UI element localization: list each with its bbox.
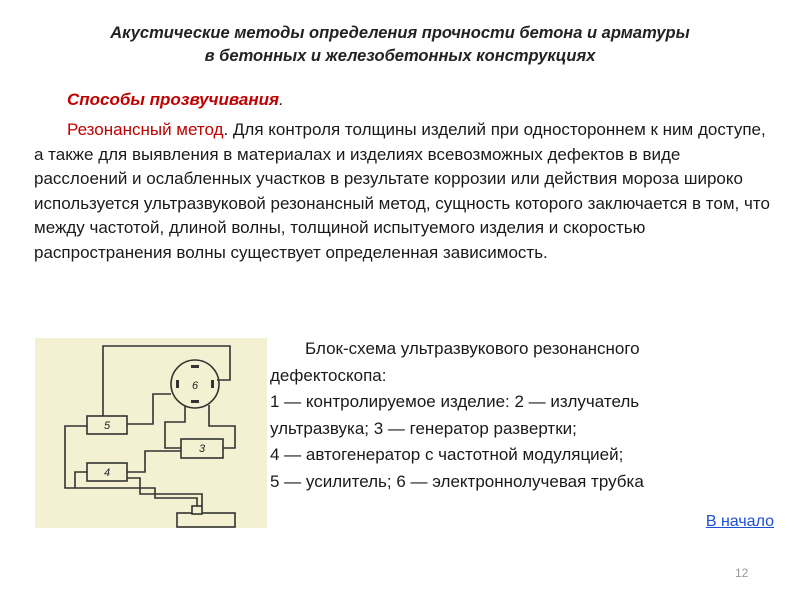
label-block-4: 4 bbox=[104, 467, 111, 479]
caption-line: 1 — контролируемое изделие: 2 — излучатель bbox=[270, 392, 640, 411]
crt-plate-top bbox=[191, 365, 199, 368]
method-name: Резонансный метод bbox=[67, 120, 224, 139]
block-diagram bbox=[35, 338, 267, 528]
wire-4-to-rail bbox=[75, 472, 87, 488]
wire-3-to-4 bbox=[127, 451, 181, 472]
crt-plate-left bbox=[176, 380, 179, 388]
caption-line: дефектоскопа: bbox=[270, 365, 387, 385]
back-to-start-link[interactable]: В начало bbox=[705, 513, 774, 530]
slide-title bbox=[40, 22, 760, 68]
subheading-text: Способы прозвучивания bbox=[67, 90, 280, 109]
wire-5-to-tube bbox=[103, 346, 230, 416]
wire-5-to-tube-right bbox=[127, 394, 171, 424]
label-block-3: 3 bbox=[199, 443, 206, 455]
caption-line: 5 — усилитель; 6 — электроннолучевая трубка bbox=[270, 471, 644, 491]
title-line-1: Акустические методы определения прочности бетона и арматуры bbox=[110, 24, 690, 42]
caption-line: Блок-схема ультразвукового резонансного bbox=[305, 339, 640, 358]
subheading-dot: . bbox=[279, 90, 284, 109]
block-diagram-svg bbox=[35, 338, 267, 528]
block-2-transducer bbox=[192, 506, 202, 514]
diagram-caption bbox=[270, 336, 770, 495]
page-number: 12 bbox=[735, 566, 749, 580]
crt-plate-bottom bbox=[191, 400, 199, 403]
title-line-2: в бетонных и железобетонных конструкциях bbox=[204, 47, 596, 65]
wire-4-to-transducer bbox=[127, 478, 202, 506]
paragraph-text: . Для контроля толщины изделий при одностороннем к ним доступе, а также для выявления в материалах и изделиях всевозможных дефектов в виде расслоений и ослабленных участков в результате коррозии или действия мороза широко используется ультразвуковой резонансный метод, сущность которого заключается в том, что между частотой, длиной волны, толщиной испытуемого изделия и скоростью распространения волны существует определенная зависимость. bbox=[34, 120, 770, 262]
caption-line: 4 — автогенератор с частотной модуляцией; bbox=[270, 445, 624, 464]
label-block-5: 5 bbox=[104, 420, 111, 432]
subheading bbox=[67, 90, 284, 110]
body-paragraph bbox=[34, 118, 774, 266]
crt-plate-right bbox=[211, 380, 214, 388]
label-block-6: 6 bbox=[192, 380, 199, 392]
block-1-object bbox=[177, 513, 235, 527]
caption-line: ультразвука; 3 — генератор развертки; bbox=[270, 418, 577, 438]
